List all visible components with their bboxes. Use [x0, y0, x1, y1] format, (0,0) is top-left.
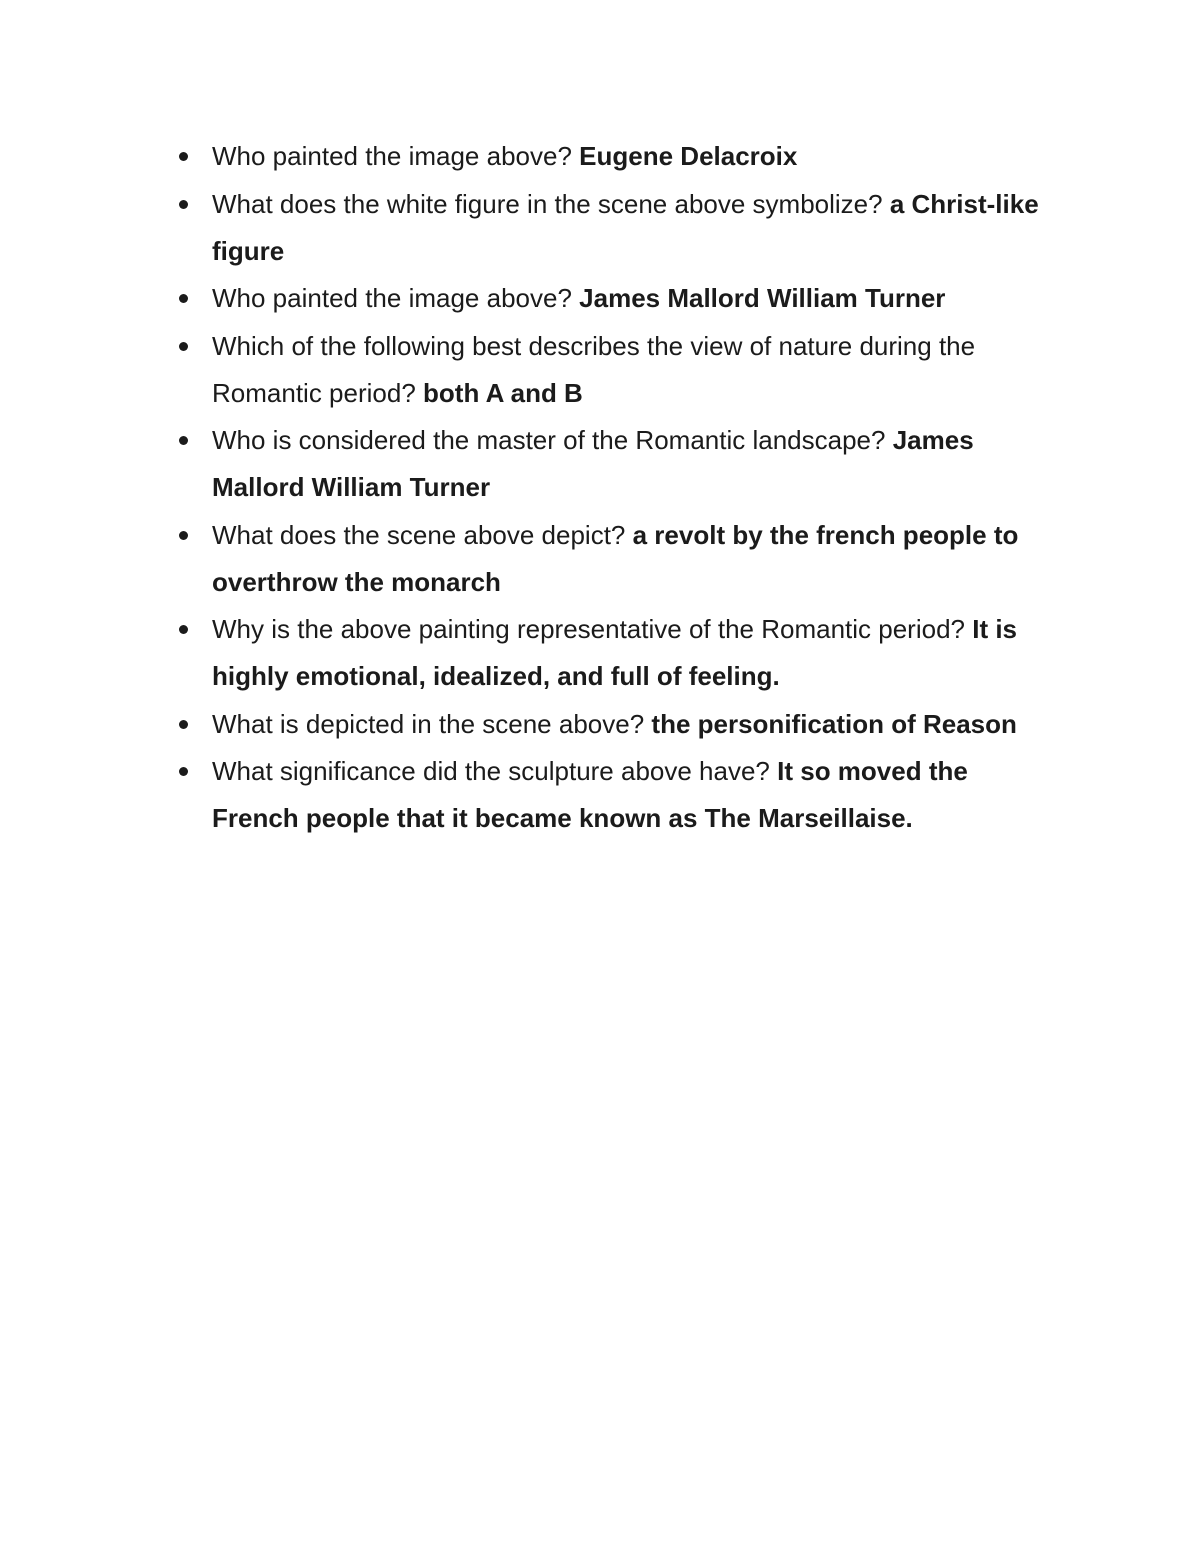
bullet-icon	[179, 531, 188, 540]
question-text: What does the scene above depict?	[212, 519, 626, 550]
question-text: What significance did the sculpture above have?	[212, 756, 770, 786]
answer-text: It is highly emotional, idealized, and full of feeling.	[212, 614, 1018, 691]
list-item	[212, 323, 1042, 417]
answer-text: the personification of Reason	[651, 708, 1017, 739]
list-item	[212, 606, 1042, 700]
answer-text: James Mallord William Turner	[212, 425, 974, 502]
question-answer-list	[212, 133, 1042, 843]
bullet-icon	[179, 152, 188, 161]
bullet-icon	[179, 200, 188, 209]
list-item	[212, 701, 1042, 748]
bullet-icon	[179, 625, 188, 634]
answer-text: Eugene Delacroix	[579, 141, 798, 171]
bullet-icon	[179, 436, 188, 445]
list-item	[212, 512, 1042, 606]
question-text: Which of the following best describes the view of nature during the Romantic period?	[212, 330, 976, 408]
question-text: What does the white figure in the scene above symbolize?	[212, 188, 883, 219]
bullet-icon	[179, 767, 188, 776]
list-item	[212, 181, 1042, 275]
bullet-icon	[179, 342, 188, 351]
bullet-icon	[179, 720, 188, 729]
question-text: Who painted the image above?	[212, 283, 572, 313]
question-text: Why is the above painting representative of the Romantic period?	[212, 614, 965, 644]
question-text: Who is considered the master of the Romantic landscape?	[212, 425, 886, 455]
question-text: Who painted the image above?	[212, 141, 572, 171]
answer-text: a revolt by the french people to overthrow the monarch	[212, 519, 1019, 597]
answer-text: both A and B	[423, 377, 583, 408]
list-item	[212, 275, 1042, 322]
answer-text: a Christ-like figure	[212, 188, 1039, 266]
list-item	[212, 748, 1042, 842]
answer-text: James Mallord William Turner	[579, 283, 946, 313]
bullet-icon	[179, 294, 188, 303]
list-item	[212, 417, 1042, 511]
answer-text: It so moved the French people that it became known as The Marseillaise.	[212, 756, 968, 833]
question-text: What is depicted in the scene above?	[212, 708, 645, 739]
list-item	[212, 133, 1042, 180]
